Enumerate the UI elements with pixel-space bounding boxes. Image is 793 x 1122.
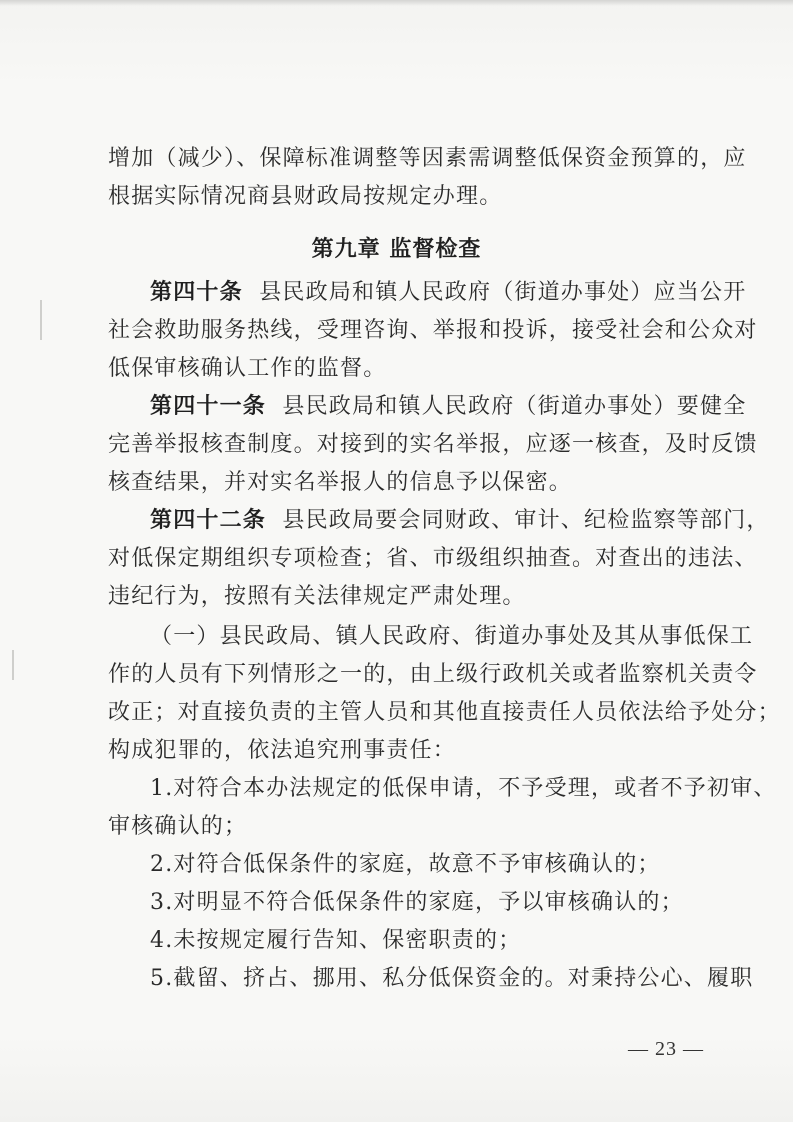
- clause-1-line-1: （一）县民政局、镇人民政府、街道办事处及其从事低保工: [150, 624, 754, 649]
- item-1-line-2: 审核确认的；: [108, 814, 248, 839]
- article-42-label: 第四十二条: [150, 508, 267, 533]
- item-2: 2.对符合低保条件的家庭，故意不予审核确认的；: [150, 852, 661, 877]
- item-3: 3.对明显不符合低保条件的家庭，予以审核确认的；: [150, 890, 684, 915]
- article-40-line-3: 低保审核确认工作的监督。: [108, 356, 387, 381]
- clause-1-line-3: 改正；对直接负责的主管人员和其他直接责任人员依法给予处分；: [108, 700, 781, 725]
- article-40-label: 第四十条: [150, 280, 243, 305]
- article-40-text: 县民政局和镇人民政府（街道办事处）应当公开: [259, 280, 747, 305]
- intro-line-1: 增加（减少）、保障标准调整等因素需调整低保资金预算的，应: [108, 146, 747, 171]
- article-41-label: 第四十一条: [150, 394, 267, 419]
- article-41-line-2: 完善举报核查制度。对接到的实名举报，应逐一核查，及时反馈: [108, 432, 758, 457]
- article-40-line-2: 社会救助服务热线，受理咨询、举报和投诉，接受社会和公众对: [108, 318, 758, 343]
- article-42-text: 县民政局要会同财政、审计、纪检监察等部门，: [282, 508, 770, 533]
- article-41-text: 县民政局和镇人民政府（街道办事处）要健全: [282, 394, 747, 419]
- article-42-first-line: [150, 510, 770, 532]
- article-41-first-line: [150, 396, 746, 418]
- margin-mark: [40, 300, 42, 340]
- margin-mark: [12, 650, 14, 680]
- article-42-line-3: 违纪行为，按照有关法律规定严肃处理。: [108, 584, 526, 609]
- article-40-first-line: [150, 282, 746, 304]
- item-5: 5.截留、挤占、挪用、私分低保资金的。对秉持公心、履职: [150, 966, 754, 991]
- item-1-line-1: 1.对符合本办法规定的低保申请，不予受理，或者不予初审、: [150, 776, 777, 801]
- intro-line-2: 根据实际情况商县财政局按规定办理。: [108, 184, 503, 209]
- scan-edge-shadow: [0, 0, 793, 6]
- clause-1-line-2: 作的人员有下列情形之一的，由上级行政机关或者监察机关责令: [108, 662, 758, 687]
- page-number: — 23 —: [628, 1038, 704, 1060]
- item-4: 4.未按规定履行告知、保密职责的；: [150, 928, 522, 953]
- article-42-line-2: 对低保定期组织专项检查；省、市级组织抽查。对查出的违法、: [108, 546, 758, 571]
- chapter-title: 第九章 监督检查: [311, 237, 482, 262]
- article-41-line-3: 核查结果，并对实名举报人的信息予以保密。: [108, 470, 573, 495]
- clause-1-line-4: 构成犯罪的，依法追究刑事责任：: [108, 738, 457, 763]
